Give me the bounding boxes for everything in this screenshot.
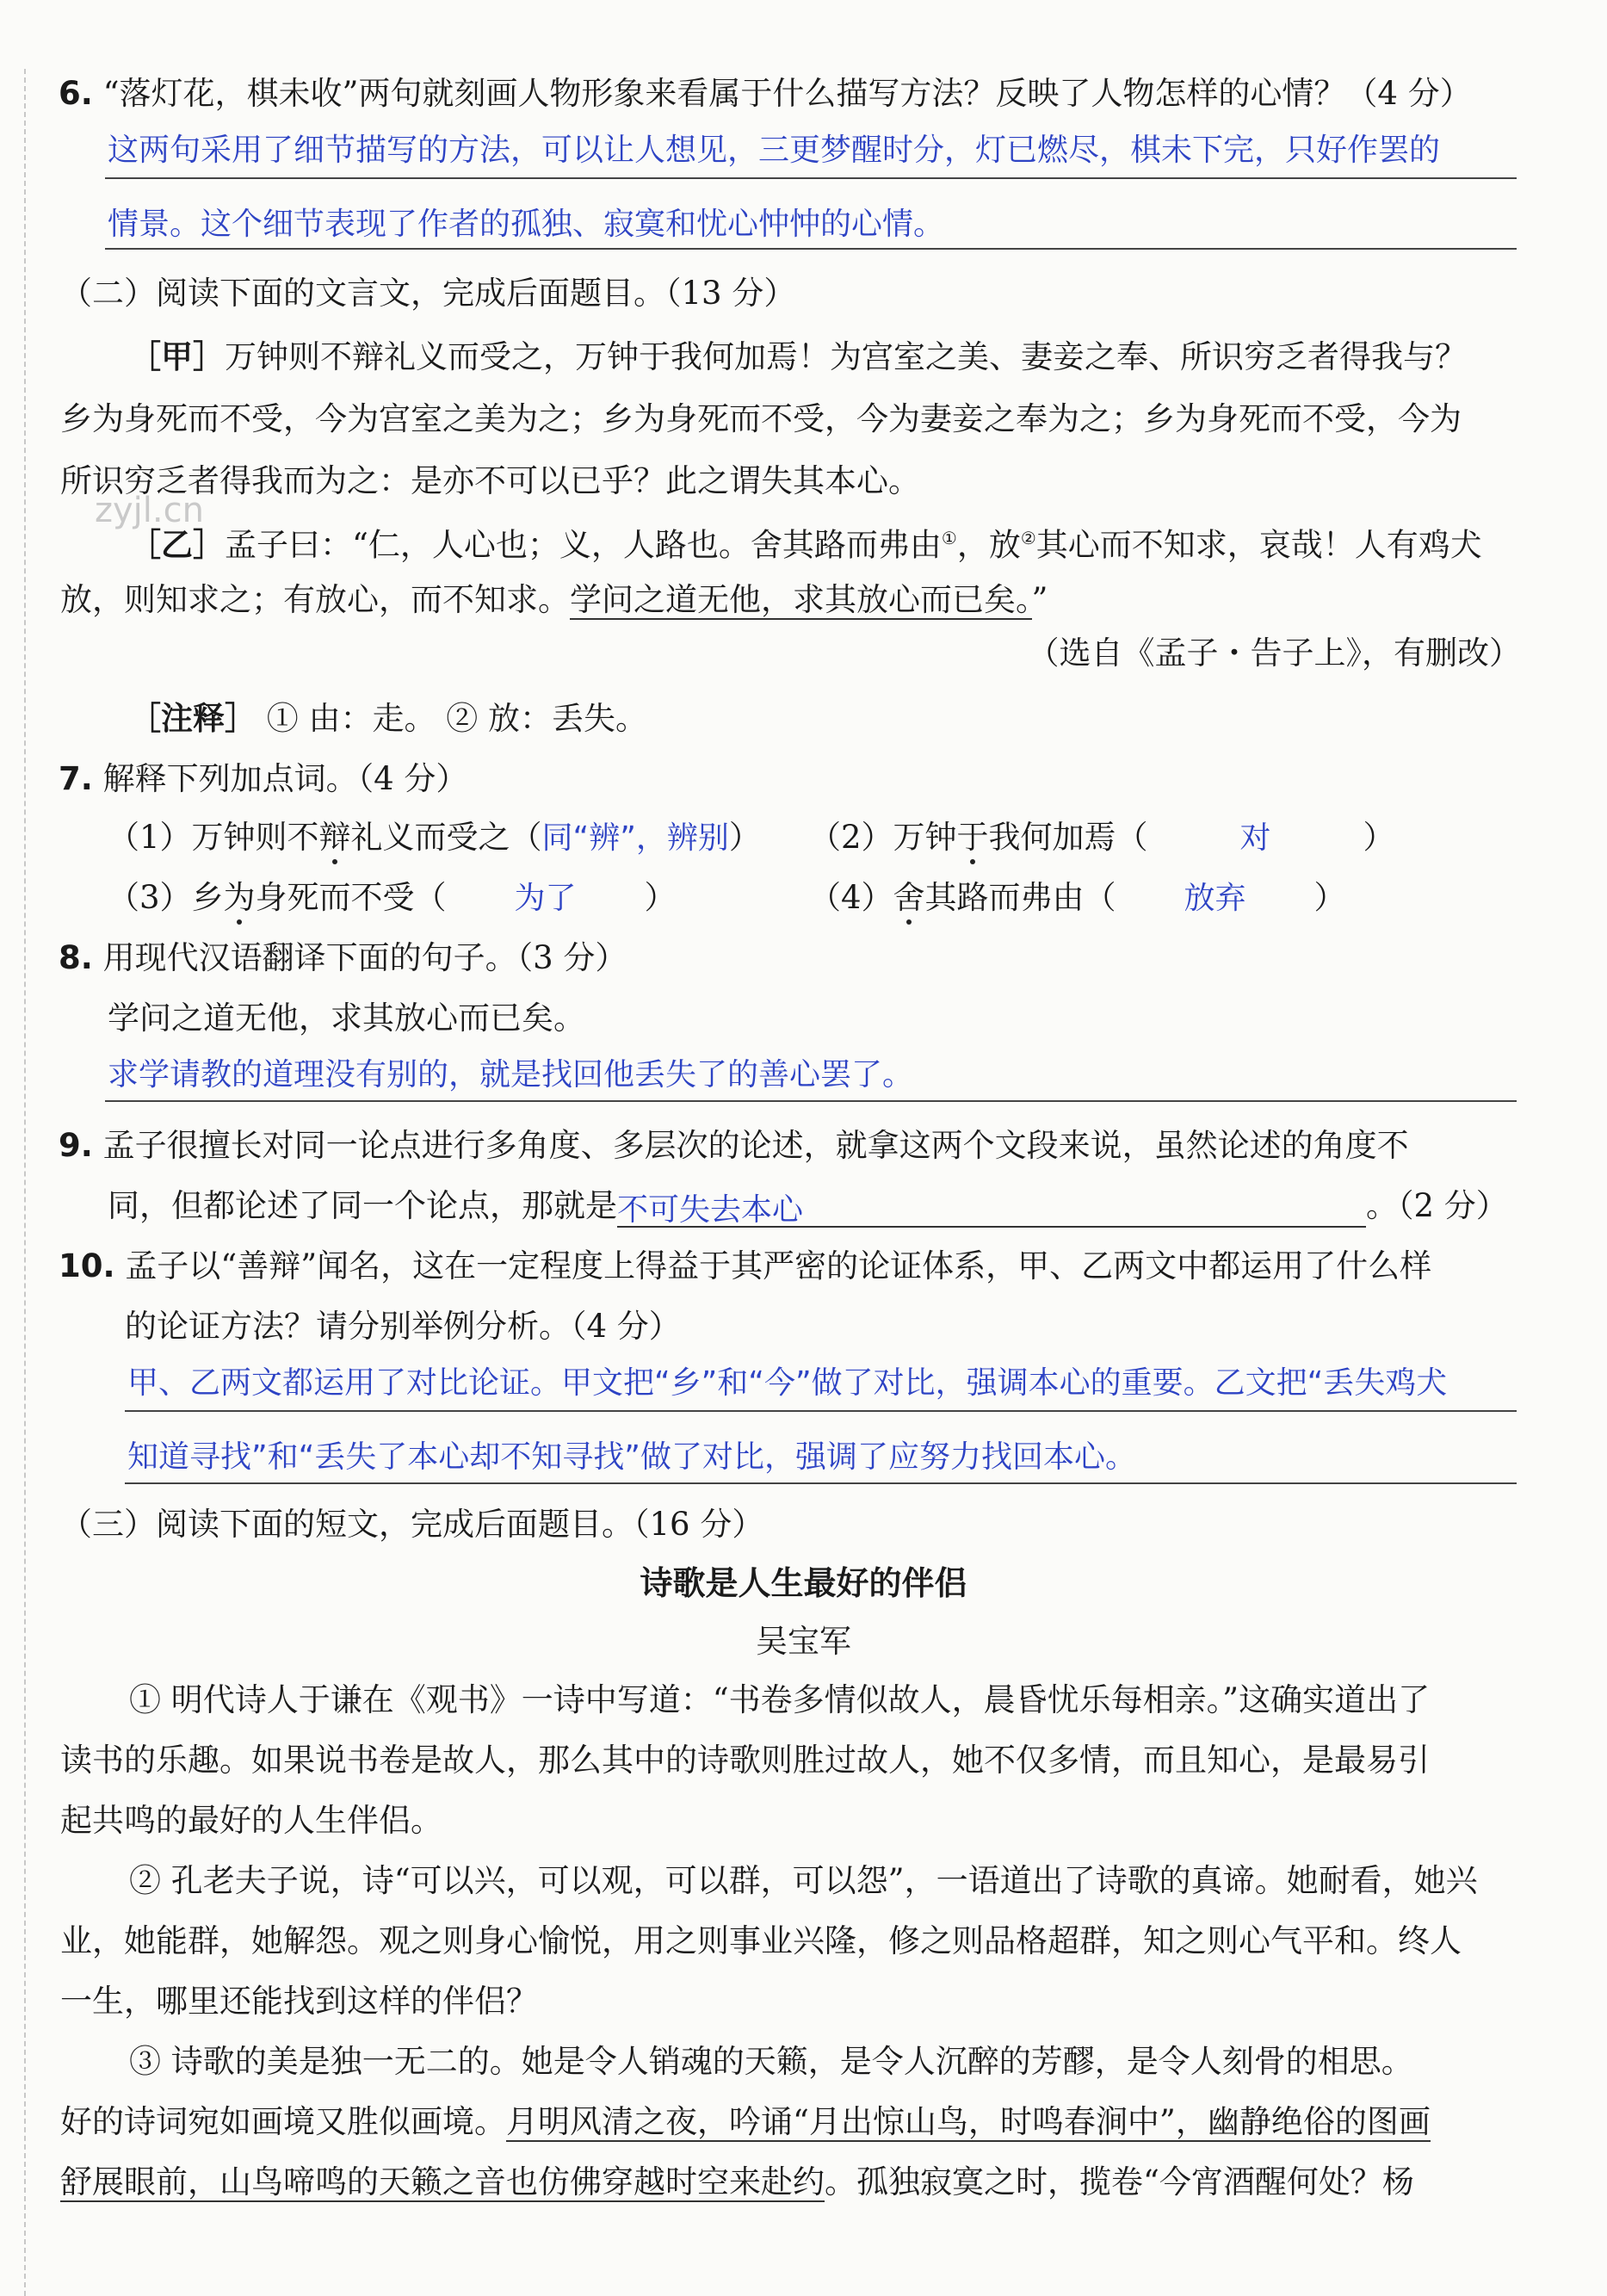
q7-item3-close: ） <box>644 879 677 916</box>
jia-tag: ［甲］ <box>129 338 225 375</box>
q7-item2-post: 我何加焉（ <box>988 819 1148 856</box>
q9-text1: 孟子很擅长对同一论点进行多角度、多层次的论述，就拿这两个文段来说，虽然论述的角度不 <box>102 1127 1409 1164</box>
p3-text3b: 。孤独寂寞之时，揽卷“今宵酒醒何处？杨 <box>825 2163 1414 2200</box>
jia-line1 <box>129 336 1607 379</box>
q6-number: 6. <box>59 75 93 112</box>
p2-line1: ② 孔老夫子说，诗“可以兴，可以观，可以群，可以怨”，一语道出了诗歌的真谛。她耐看，她兴 <box>129 1862 1478 1899</box>
q10-line1 <box>59 1245 1607 1288</box>
q10-answer-line2: 知道寻找”和“丢失了本心却不知寻找”做了对比，强调了应努力找回本心。 <box>127 1439 1136 1475</box>
section3-heading: （三）阅读下面的短文，完成后面题目。（16 分） <box>60 1506 764 1543</box>
jia-text1: 万钟则不辩礼义而受之，万钟于我何加焉！为宫室之美、妻妾之奉、所识穷乏者得我与？ <box>225 338 1467 375</box>
yi-underlined-sentence: 学问之道无他，求其放心而已矣。 <box>570 581 1032 618</box>
notes-text: ① 由：走。 ② 放：丢失。 <box>266 700 648 737</box>
p3-line3 <box>60 2161 1607 2204</box>
section2-heading: （二）阅读下面的文言文，完成后面题目。（13 分） <box>60 275 796 312</box>
p3-text2a: 好的诗词宛如画境又胜似画境。 <box>60 2103 506 2140</box>
q10-text1: 孟子以“善辩”闻名，这在一定程度上得益于其严密的论证体系，甲、乙两文中都运用了什么样 <box>125 1247 1432 1284</box>
q7-item3-post: 身死而不受（ <box>255 879 447 916</box>
jia-line3: 所识穷乏者得我而为之：是亦不可以已乎？此之谓失其本心。 <box>60 462 920 499</box>
q10-number: 10. <box>59 1247 115 1284</box>
q9-text3: 。（2 分） <box>1366 1187 1508 1224</box>
p1-line3: 起共鸣的最好的人生伴侣。 <box>60 1802 442 1839</box>
essay-author: 吴宝军 <box>756 1623 851 1660</box>
q6-question <box>59 72 1607 115</box>
q7-item4-dotted-word: 舍 <box>893 879 925 916</box>
p2-line2: 业，她能群，她解怨。观之则身心愉悦，用之则事业兴隆，修之则品格超群，知之则心气平和。终人 <box>60 1922 1462 1959</box>
q7-item4 <box>809 876 1607 919</box>
yi-text2a: 放，则知求之；有放心，而不知求。 <box>60 581 570 618</box>
q7-item1-close: ） <box>728 819 761 856</box>
p3-underlined-2: 月明风清之夜，吟诵“月出惊山鸟，时鸣春涧中”，幽静绝俗的图画 <box>506 2103 1431 2140</box>
yi-line1 <box>129 517 1607 566</box>
q7-item2-answer: 对 <box>1239 820 1271 856</box>
source-citation: （选自《孟子・告子上》，有删改） <box>1027 634 1521 671</box>
note-ref-2: ② <box>1020 528 1036 548</box>
q7-question <box>59 758 1607 801</box>
yi-text1b: ，放 <box>956 526 1021 564</box>
jia-line2: 乡为身死而不受，今为宫室之美为之；乡为身死而不受，今为妻妾之奉为之；乡为身死而不受，今为 <box>60 400 1462 437</box>
essay-title: 诗歌是人生最好的伴侣 <box>640 1564 967 1602</box>
q7-item1-post: 礼义而受之（ <box>350 819 542 856</box>
p1-line1: ① 明代诗人于谦在《观书》一诗中写道：“书卷多情似故人，晨昏忧乐每相亲。”这确实道出了 <box>129 1681 1431 1718</box>
yi-line2 <box>60 579 1607 622</box>
q8-number: 8. <box>59 939 93 976</box>
q7-item4-pre: （4） <box>809 879 893 916</box>
q6-answer-line2: 情景。这个细节表现了作者的孤独、寂寞和忧心忡忡的心情。 <box>108 207 945 242</box>
notes-tag: ［注释］ <box>129 700 257 737</box>
q8-text: 用现代汉语翻译下面的句子。（3 分） <box>102 939 627 976</box>
p1-line2: 读书的乐趣。如果说书卷是故人，那么其中的诗歌则胜过故人，她不仅多情，而且知心，是最易引 <box>60 1742 1430 1779</box>
q7-item1-dotted-word: 辩 <box>318 819 351 856</box>
q7-item2-pre: （2）万钟 <box>809 819 957 856</box>
q7-item3-answer: 为了 <box>514 881 577 916</box>
q7-item4-answer: 放弃 <box>1184 881 1246 916</box>
yi-text1a: 孟子曰：“仁，人心也；义，人路也。舍其路而弗由 <box>225 526 942 564</box>
q7-item2-close: ） <box>1363 819 1395 856</box>
q7-item1-answer: 同“辨”，辨别 <box>541 820 729 856</box>
q9-number: 9. <box>59 1127 93 1164</box>
q7-number: 7. <box>59 760 93 797</box>
margin-guide <box>24 69 26 2296</box>
q7-item4-close: ） <box>1313 879 1346 916</box>
p2-line3: 一生，哪里还能找到这样的伴侣？ <box>60 1983 538 2020</box>
q7-item2 <box>809 816 1607 859</box>
yi-text2c: ” <box>1031 581 1048 618</box>
yi-tag: ［乙］ <box>129 526 225 564</box>
q10-line2: 的论证方法？请分别举例分析。（4 分） <box>125 1308 681 1345</box>
answer-rule <box>105 1100 1517 1102</box>
q9-line2 <box>108 1185 1607 1228</box>
q9-answer: 不可失去本心 <box>617 1192 804 1228</box>
q7-item4-post: 其路而弗由（ <box>924 879 1116 916</box>
notes-line <box>129 697 1607 740</box>
q7-item1-pre: （1）万钟则不 <box>108 819 319 856</box>
q7-item3-dotted-word: 为 <box>223 879 256 916</box>
watermark: zyjl.cn <box>95 491 204 530</box>
q7-text: 解释下列加点词。（4 分） <box>102 760 468 797</box>
p3-underlined-3: 舒展眼前，山鸟啼鸣的天籁之音也仿佛穿越时空来赴约 <box>60 2163 825 2200</box>
q9-text2: 同，但都论述了同一个论点，那就是 <box>108 1187 617 1224</box>
answer-rule <box>125 1410 1517 1412</box>
p3-line2 <box>60 2101 1607 2144</box>
q8-sentence: 学问之道无他，求其放心而已矣。 <box>108 999 585 1037</box>
q7-item2-dotted-word: 于 <box>956 819 989 856</box>
q7-item3-pre: （3）乡 <box>108 879 224 916</box>
yi-text1c: 其心而不知求，哀哉！人有鸡犬 <box>1035 526 1482 564</box>
q6-text: “落灯花，棋未收”两句就刻画人物形象来看属于什么描写方法？反映了人物怎样的心情？（4 分） <box>102 75 1472 112</box>
q10-answer-line1: 甲、乙两文都运用了对比论证。甲文把“乡”和“今”做了对比，强调本心的重要。乙文把“丢失鸡犬 <box>127 1365 1448 1401</box>
q8-answer: 求学请教的道理没有别的，就是找回他丢失了的善心罢了。 <box>108 1057 914 1092</box>
q8-question <box>59 937 1607 980</box>
answer-rule <box>105 248 1517 250</box>
answer-rule <box>125 1482 1517 1484</box>
note-ref-1: ① <box>941 528 957 548</box>
p3-line1: ③ 诗歌的美是独一无二的。她是令人销魂的天籁，是令人沉醉的芳醪，是令人刻骨的相思。 <box>129 2043 1413 2080</box>
q6-answer-line1: 这两句采用了细节描写的方法，可以让人想见，三更梦醒时分，灯已燃尽，棋未下完，只好作罢的 <box>108 133 1441 168</box>
q9-line1 <box>59 1124 1607 1167</box>
answer-rule <box>105 177 1517 179</box>
